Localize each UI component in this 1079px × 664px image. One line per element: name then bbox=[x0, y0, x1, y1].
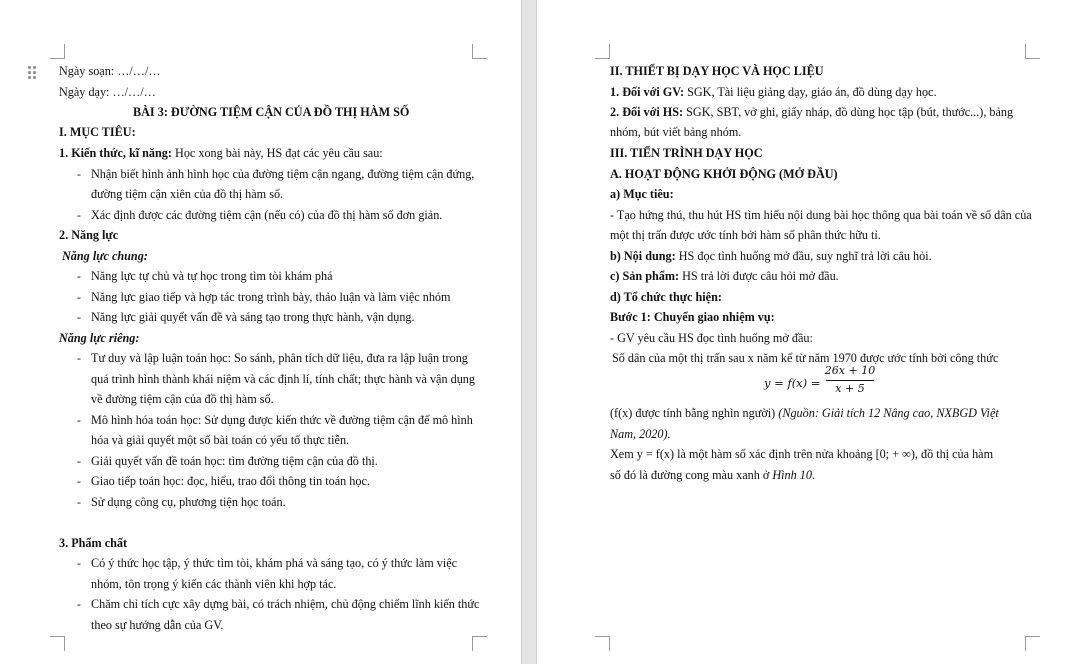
crop-mark-top-right bbox=[472, 44, 487, 59]
body-line: Xem y = f(x) là một hàm số xác định trên nửa khoảng [0; + ∞), đồ thị của hàm bbox=[610, 447, 994, 461]
bullet-dash: - bbox=[77, 413, 81, 427]
bullet-dash: - bbox=[77, 167, 81, 181]
content-para bbox=[610, 248, 932, 264]
formula-fraction bbox=[820, 364, 880, 406]
date-taught: Ngày dạy: …/…/… bbox=[59, 85, 156, 99]
content-text: HS đọc tình huống mở đầu, suy nghĩ trả lời câu hỏi. bbox=[678, 249, 932, 263]
body-line: Năng lực tự chủ và tự học trong tìm tòi khám phá bbox=[91, 269, 333, 283]
page-gap bbox=[521, 0, 537, 664]
label-organization: d) Tổ chức thực hiện: bbox=[610, 290, 722, 304]
label-objective: a) Mục tiêu: bbox=[610, 187, 674, 201]
body-line: Mô hình hóa toán học: Sử dụng được kiến thức về đường tiệm cận để mô hình bbox=[91, 413, 473, 427]
body-line: Có ý thức học tập, ý thức tìm tòi, khám phá và sáng tạo, có ý thức làm việc bbox=[91, 556, 458, 570]
formula bbox=[764, 364, 876, 395]
bullet-dash: - bbox=[77, 290, 81, 304]
subheading-general-competencies: Năng lực chung: bbox=[62, 249, 148, 263]
student-materials-para bbox=[610, 104, 1013, 120]
body-line: nhóm, tôn trọng ý kiến các thành viên khi hợp tác. bbox=[91, 577, 337, 591]
body-line: Giao tiếp toán học: đọc, hiểu, trao đổi thông tin toán học. bbox=[91, 474, 370, 488]
crop-mark-bottom-left bbox=[50, 636, 65, 651]
body-line: Nam, 2020). bbox=[610, 427, 671, 441]
body-line: quá trình hình thành khái niệm và các định lí, tính chất; thực hành và vận dụng bbox=[91, 372, 475, 386]
subheading-specific-competencies: Năng lực riêng: bbox=[59, 331, 140, 345]
bullet-dash: - bbox=[77, 556, 81, 570]
bullet-dash: - bbox=[77, 351, 81, 365]
bullet-dash: - bbox=[77, 269, 81, 283]
body-line: một thị trấn được ước tính bởi hàm số phân thức hữu tỉ. bbox=[610, 228, 881, 242]
heading-competencies: 2. Năng lực bbox=[59, 228, 119, 242]
heading-process: III. TIẾN TRÌNH DẠY HỌC bbox=[610, 146, 763, 160]
crop-mark-bottom-left bbox=[595, 636, 610, 651]
document-page-left[interactable] bbox=[0, 0, 521, 664]
product-para bbox=[610, 268, 839, 284]
body-line: Sử dụng công cụ, phương tiện học toán. bbox=[91, 495, 286, 509]
product-text: HS trả lời được câu hỏi mở đầu. bbox=[682, 269, 839, 283]
paragraph-drag-handle-icon[interactable] bbox=[28, 66, 37, 80]
bullet-dash: - bbox=[77, 495, 81, 509]
crop-mark-top-right bbox=[1025, 44, 1040, 59]
body-line: - GV yêu cầu HS đọc tình huống mở đầu: bbox=[610, 331, 813, 345]
body-line: Tư duy và lập luận toán học: So sánh, phân tích dữ liệu, đưa ra lập luận trong bbox=[91, 351, 468, 365]
product-label: c) Sản phẩm: bbox=[610, 269, 680, 283]
crop-mark-bottom-right bbox=[1025, 636, 1040, 651]
knowledge-skills-text: Học xong bài này, HS đạt các yêu cầu sau: bbox=[175, 146, 383, 160]
body-line: Giải quyết vấn đề toán học: tìm đường tiệm cận của đồ thị. bbox=[91, 454, 378, 468]
crop-mark-top-left bbox=[595, 44, 610, 59]
source-para bbox=[610, 405, 999, 421]
figure-ref-text: số đó là đường cong màu xanh ở bbox=[610, 468, 770, 482]
body-line: Số dân của một thị trấn sau x năm kể từ năm 1970 được ước tính bởi công thức bbox=[612, 351, 999, 365]
source-citation: (Nguồn: Giải tích 12 Nâng cao, NXBGD Việt bbox=[778, 406, 999, 420]
heading-warmup-activity: A. HOẠT ĐỘNG KHỞI ĐỘNG (MỞ ĐẦU) bbox=[610, 167, 838, 181]
figure-ref-label: Hình 10 bbox=[772, 468, 812, 482]
body-line: Năng lực giao tiếp và hợp tác trong trình bày, thảo luận và làm việc nhóm bbox=[91, 290, 451, 304]
body-line: Chăm chỉ tích cực xây dựng bài, có trách nhiệm, chủ động chiếm lĩnh kiến thức bbox=[91, 597, 480, 611]
bullet-dash: - bbox=[77, 310, 81, 324]
body-line: theo sự hướng dẫn của GV. bbox=[91, 618, 224, 632]
heading-qualities: 3. Phẩm chất bbox=[59, 536, 128, 550]
body-line: - Tạo hứng thú, thu hút HS tìm hiểu nội dung bài học thông qua bài toán về số dân của bbox=[610, 208, 1032, 222]
document-page-right[interactable] bbox=[537, 0, 1079, 664]
label-step-1: Bước 1: Chuyển giao nhiệm vụ: bbox=[610, 310, 775, 324]
formula-lhs: y = f(x) = bbox=[764, 376, 821, 390]
bullet-dash: - bbox=[77, 597, 81, 611]
figure-reference-para bbox=[610, 467, 815, 483]
teacher-label: 1. Đối với GV: bbox=[610, 85, 685, 99]
body-line: về đường tiệm cận của đồ thị hàm số. bbox=[91, 392, 274, 406]
date-prepared: Ngày soạn: …/…/… bbox=[59, 64, 161, 78]
bullet-dash: - bbox=[77, 474, 81, 488]
figure-ref-period: . bbox=[811, 468, 815, 482]
formula-denominator: x + 5 bbox=[835, 382, 865, 395]
body-line: đường tiệm cận xiên của đồ thị hàm số. bbox=[91, 187, 284, 201]
fraction-bar bbox=[826, 380, 874, 381]
student-text: SGK, SBT, vở ghi, giấy nháp, đồ dùng học tập (bút, thước...), bảng bbox=[686, 105, 1014, 119]
lesson-title: BÀI 3: ĐƯỜNG TIỆM CẬN CỦA ĐỒ THỊ HÀM SỐ bbox=[133, 105, 410, 119]
teacher-materials-para bbox=[610, 84, 937, 100]
bullet-dash: - bbox=[77, 454, 81, 468]
crop-mark-top-left bbox=[50, 44, 65, 59]
formula-numerator: 26x + 10 bbox=[824, 364, 876, 377]
content-label: b) Nội dung: bbox=[610, 249, 676, 263]
crop-mark-bottom-right bbox=[472, 636, 487, 651]
body-line: nhóm, bút viết bảng nhóm. bbox=[610, 125, 742, 139]
body-line: Nhận biết hình ảnh hình học của đường tiệm cận ngang, đường tiệm cận đứng, bbox=[91, 167, 475, 181]
unit-note: (f(x) được tính bằng nghìn người) bbox=[610, 406, 776, 420]
body-line: Năng lực giải quyết vấn đề và sáng tạo trong thực hành, vận dụng. bbox=[91, 310, 415, 324]
heading-objectives: I. MỤC TIÊU: bbox=[59, 125, 136, 139]
heading-equipment: II. THIẾT BỊ DẠY HỌC VÀ HỌC LIỆU bbox=[610, 64, 824, 78]
body-line: hóa và giải quyết một số bài toán có yếu tố thực tiễn. bbox=[91, 433, 350, 447]
knowledge-skills-label: 1. Kiến thức, kĩ năng: bbox=[59, 146, 172, 160]
student-label: 2. Đối với HS: bbox=[610, 105, 684, 119]
knowledge-skills-para bbox=[59, 145, 383, 161]
bullet-dash: - bbox=[77, 208, 81, 222]
body-line: Xác định được các đường tiệm cận (nếu có) của đồ thị hàm số đơn giản. bbox=[91, 208, 443, 222]
teacher-text: SGK, Tài liệu giảng dạy, giáo án, đồ dùng dạy học. bbox=[687, 85, 937, 99]
